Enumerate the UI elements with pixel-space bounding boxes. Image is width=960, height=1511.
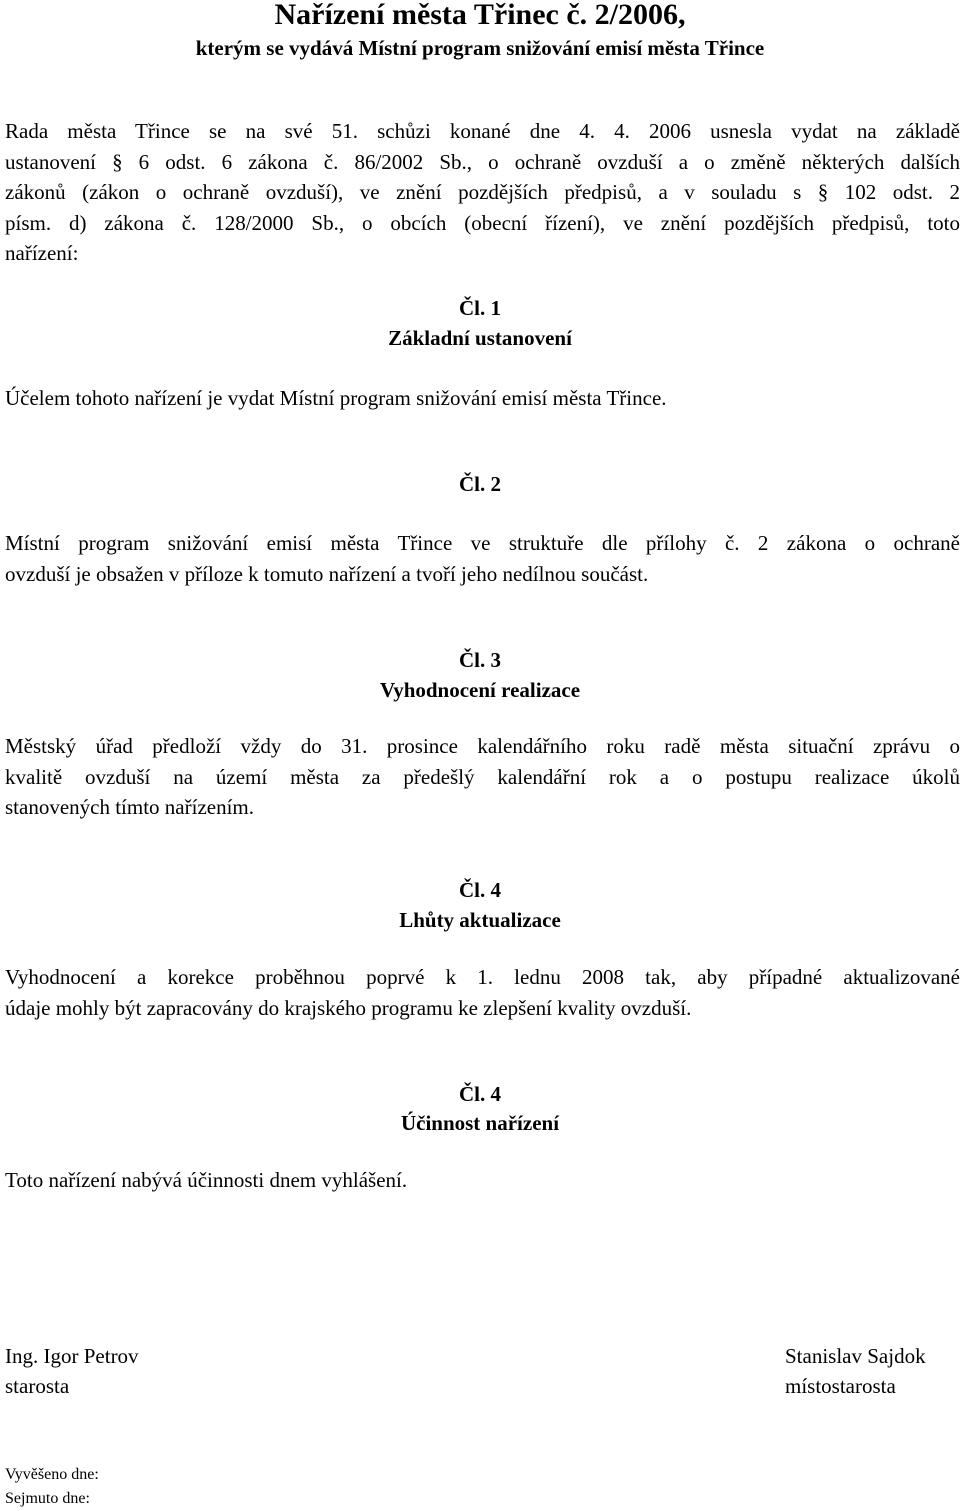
article-3-line: Městský úřad předloží vždy do 31. prosince kalendářního roku radě města situační zprávu o: [5, 734, 960, 758]
preamble-paragraph: [5, 116, 960, 269]
article-4-line: Vyhodnocení a korekce proběhnou poprvé k 1. lednu 2008 tak, aby případné aktualizované: [5, 965, 960, 989]
preamble-line: ustanovení § 6 odst. 6 zákona č. 86/2002 Sb., o ochraně ovzduší a o změně některých dalších: [5, 149, 960, 174]
article-4-number: Čl. 4: [459, 878, 501, 902]
article-5-number: Čl. 4: [459, 1082, 501, 1106]
preamble-line: zákonů (zákon o ochraně ovzduší), ve znění pozdějších předpisů, a v souladu s § 102 odst. 2: [5, 180, 960, 204]
signature-right-role: místostarosta: [785, 1374, 896, 1398]
article-2-paragraph: [5, 528, 960, 589]
article-1-number: Čl. 1: [459, 296, 501, 320]
article-4-title: Lhůty aktualizace: [399, 908, 561, 932]
posted-date-label: Vyvěšeno dne:: [5, 1466, 99, 1483]
preamble-line: písm. d) zákona č. 128/2000 Sb., o obcích (obecní řízení), ve znění pozdějších předpisů, toto: [5, 210, 960, 235]
article-1-text: Účelem tohoto nařízení je vydat Místní program snižování emisí města Třince.: [5, 386, 667, 410]
document-title: Nařízení města Třinec č. 2/2006,: [274, 0, 686, 31]
signature-right-name: Stanislav Sajdok: [785, 1344, 926, 1368]
signature-left-name: Ing. Igor Petrov: [5, 1344, 139, 1368]
article-2-line: ovzduší je obsažen v příloze k tomuto nařízení a tvoří jeho nedílnou součást.: [5, 561, 649, 586]
preamble-line: Rada města Třince se na své 51. schůzi konané dne 4. 4. 2006 usnesla vydat na základě: [5, 119, 960, 143]
article-4-line: údaje mohly být zapracovány do krajského programu ke zlepšení kvality ovzduší.: [5, 995, 692, 1020]
article-3-line: stanovených tímto nařízením.: [5, 795, 255, 819]
signature-left-role: starosta: [5, 1374, 70, 1398]
article-2-number: Čl. 2: [459, 472, 501, 496]
article-3-number: Čl. 3: [459, 648, 501, 672]
article-5-title: Účinnost nařízení: [400, 1111, 560, 1135]
preamble-line: nařízení:: [5, 241, 79, 265]
article-3-paragraph: [5, 731, 960, 823]
removed-date-label: Sejmuto dne:: [5, 1490, 90, 1507]
article-1-title: Základní ustanovení: [388, 326, 572, 350]
article-5-text: Toto nařízení nabývá účinnosti dnem vyhlášení.: [5, 1168, 408, 1192]
article-2-line: Místní program snižování emisí města Třince ve struktuře dle přílohy č. 2 zákona o ochraně: [5, 531, 960, 555]
article-3-line: kvalitě ovzduší na území města za předešlý kalendářní rok a o postupu realizace úkolů: [5, 764, 960, 789]
article-4-paragraph: [5, 962, 960, 1023]
article-3-title: Vyhodnocení realizace: [379, 678, 581, 702]
document-subtitle: kterým se vydává Místní program snižování emisí města Třince: [195, 36, 765, 60]
